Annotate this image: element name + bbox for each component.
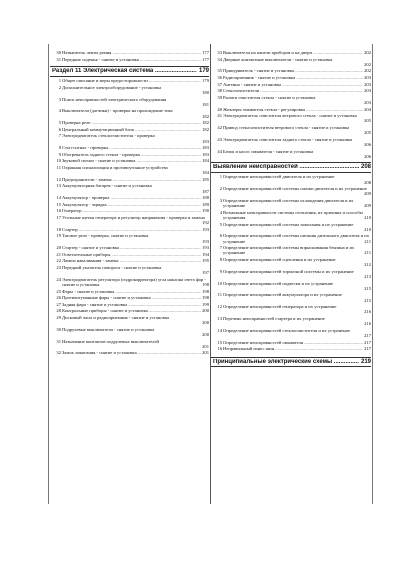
entry-number: 4 [58, 108, 61, 114]
entry-number: 12 [217, 304, 222, 310]
entry-number: 1 [58, 78, 61, 84]
entry-page-number: 217 [364, 339, 371, 345]
entry-title: Неправильный износ шин ..... [223, 346, 371, 351]
entry-number: 3 [58, 96, 61, 102]
entry-page-number: 210 [364, 214, 371, 220]
entry-number: 12 [56, 176, 61, 182]
entry-title: Определение неисправностей стеклоочистителя и их устранение [223, 327, 351, 333]
entry-page-number: 202 [364, 61, 371, 67]
section-title: Раздел 11 Электрическая система ..... [52, 68, 197, 75]
entry-number: 34 [217, 56, 222, 62]
entry-title: Передний указатель поворота - снятие и установка [62, 265, 162, 270]
entry-number: 39 [217, 94, 222, 100]
entry-number: 43 [217, 136, 222, 142]
entry-number: 3 [219, 198, 222, 203]
entry-title: Определение неисправностей системы зажигания и их устранение [223, 221, 354, 227]
entry-page-number: 205 [364, 118, 371, 124]
entry-title: Аккумулятор - проверка ..... [62, 195, 209, 200]
entry-number: 7 [219, 245, 222, 251]
entry-page-number: 203 [364, 81, 371, 87]
entry-title: Определение неисправностей аккумулятора и их устранение [223, 292, 342, 298]
entry-number: 8 [219, 257, 222, 262]
entry-number: 7 [58, 133, 61, 139]
entry-page-number: 203 [364, 88, 371, 94]
entry-number: 6 [219, 233, 222, 239]
entry-page-number: 187 [202, 188, 209, 194]
footer-top-rule [211, 357, 371, 358]
entry-page-number: 193 [202, 238, 209, 244]
entry-title: Выключатели (датчики) - проверка на прохождение тока [62, 108, 173, 114]
entry-page-number: 203 [364, 75, 371, 80]
entry-number: 13 [217, 316, 222, 321]
entry-page-number: 189 [202, 201, 209, 207]
entry-number: 31 [56, 56, 61, 62]
entry-page-number: 217 [364, 332, 371, 338]
entry-number: 6 [58, 126, 61, 132]
entry-title: Возможные неисправности системы отопления, их причины и способы устранения [223, 209, 363, 220]
entry-number: 16 [56, 208, 61, 214]
entry-title: Определение неисправностей омывателя ..... [223, 340, 371, 345]
entry-number: 19 [56, 233, 61, 239]
entry-number: 15 [56, 201, 61, 207]
entry-title: Проверка реле ..... [62, 120, 209, 125]
entry-title: Определение неисправностей тормозной системы и их устранение [223, 268, 354, 274]
entry-number: 10 [56, 158, 61, 164]
entry-number: 23 [56, 265, 61, 270]
entry-page-number: 182 [202, 120, 209, 126]
entry-number: 20 [56, 245, 61, 251]
entry-number: 18 [56, 226, 61, 232]
entry-page-number: 216 [364, 321, 371, 327]
entry-number: 24 [56, 276, 61, 282]
entry-title: Антенна - снятие и установка ..... [223, 82, 371, 87]
entry-page-number: 183 [202, 151, 209, 157]
entry-page-number: 200 [202, 320, 209, 326]
entry-page-number: 180 [202, 89, 209, 95]
entry-page-number: 185 [202, 176, 209, 182]
entry-title: Тяговое реле - проверка, снятие и установка [62, 233, 149, 239]
entry-page-number: 206 [364, 141, 371, 147]
entry-title: Определение неисправностей двигателя и их устранение [223, 174, 335, 180]
entry-page-number: 195 [202, 258, 209, 264]
entry-number: 29 [56, 315, 61, 320]
entry-number: 8 [58, 145, 61, 151]
section-page-number: 179 [198, 68, 209, 75]
entry-page-number: 200 [202, 308, 209, 314]
entry-title: Электродвигатель очистителя заднего стекла - снятие и установка [223, 136, 353, 142]
entry-title: Лампы накаливания - замена ..... [62, 258, 209, 263]
entry-number: 26 [56, 295, 61, 301]
entry-page-number: 179 [202, 78, 209, 84]
entry-page-number: 201 [202, 343, 209, 349]
entry-page-number: 192 [202, 220, 209, 226]
entry-title: Определение неисправностей сцепления и их устранение [223, 257, 336, 262]
entry-number: 32 [56, 350, 61, 356]
entry-number: 11 [217, 292, 222, 298]
entry-title: Угольные щетки генератора и регулятор напряжения - проверка и замена [62, 215, 205, 220]
entry-number: 11 [56, 165, 61, 170]
entry-page-number: 198 [202, 295, 209, 301]
entry-title: Дополнительное электрооборудование - установка [62, 84, 162, 90]
entry-number: 2 [58, 84, 61, 90]
entry-number: 5 [58, 120, 61, 126]
entry-number: 30 [56, 50, 61, 55]
entry-page-number: 181 [202, 101, 209, 107]
entry-number: 10 [217, 280, 222, 286]
entry-page-number: 193 [202, 226, 209, 232]
entry-page-number: 206 [364, 153, 371, 159]
entry-title: Назначение контактов подрулевых выключателей [62, 338, 159, 344]
entry-title: Определение неисправностей генератора и их устранение [223, 304, 337, 310]
entry-number: 41 [217, 113, 222, 119]
entry-number: 21 [56, 251, 61, 257]
entry-number: 25 [56, 288, 61, 294]
entry-number: 14 [217, 327, 222, 333]
entry-number: 4 [219, 209, 222, 215]
entry-title: Привод стеклоочистителя ветрового стекла - снятие и установка [223, 125, 350, 130]
column-divider [210, 44, 211, 504]
entry-page-number: 211 [364, 250, 371, 256]
entry-title: Стоп-сигнал - проверка ..... [62, 145, 209, 150]
entry-title: Замок зажигания - снятие и установка ..... [62, 350, 209, 355]
entry-title: Жиклеры омывателя стекла - регулировка ..... [223, 107, 371, 112]
entry-title: Генератор ..... [62, 208, 209, 213]
entry-page-number: 217 [364, 346, 371, 352]
entry-title: Аккумулятор - зарядка ..... [62, 202, 209, 207]
section-page-number: 208 [360, 164, 371, 171]
entry-page-number: 215 [364, 297, 371, 303]
entry-title: Поиск неисправностей электрического оборудования [62, 96, 167, 102]
entry-page-number: 183 [202, 138, 209, 144]
entry-page-number: 199 [202, 301, 209, 307]
entry-page-number: 184 [202, 158, 209, 164]
entry-page-number: 177 [202, 50, 209, 55]
entry-title: Дисковый часы и радиоприемник - снятие и установка [62, 315, 170, 320]
entry-page-number: 203 [364, 99, 371, 105]
entry-number: 13 [56, 183, 61, 189]
entry-page-number: 213 [364, 273, 371, 279]
entry-page-number: 194 [202, 251, 209, 257]
entry-page-number: 205 [364, 130, 371, 136]
entry-title: Электродвигатель стеклоочистителя - проверка [62, 133, 155, 139]
entry-number: 31 [56, 338, 61, 344]
entry-title: Звуковой сигнал - снятие и установка ..... [62, 158, 209, 163]
entry-page-number: 183 [202, 145, 209, 151]
entry-number: 2 [219, 186, 222, 192]
entry-page-number: 216 [364, 309, 371, 315]
entry-page-number: 182 [202, 113, 209, 119]
entry-title: Перечень неисправностей стартера и их устранение [223, 316, 325, 321]
entry-page-number: 215 [364, 285, 371, 291]
left-margin-rule [48, 44, 49, 504]
entry-title: Стеклоочистители ..... [223, 88, 371, 93]
section-title: Принципиальные электрические схемы ..... [213, 359, 359, 366]
entry-title: Противотуманные фары - снятие и установка ..... [62, 295, 209, 300]
entry-number: 44 [217, 148, 222, 154]
entry-title: Натяжитель ленты ремня ..... [62, 50, 209, 55]
right-margin-rule [372, 44, 373, 504]
entry-page-number: 198 [202, 281, 209, 287]
entry-title: Подрулевые выключатели - снятие и установка [62, 326, 155, 332]
entry-title: Задняя фара - снятие и установка ..... [62, 302, 209, 307]
entry-page-number: 210 [364, 226, 371, 232]
entry-number: 9 [219, 268, 222, 274]
entry-title: Электродвигатель регулятора (гидрокорректора) угла наклона света фар - снятие и установка [62, 276, 206, 287]
entry-title: Общее описание и меры предосторожности ..... [62, 78, 209, 83]
entry-title: Определение неисправностей системы охлаждения двигателя и их устранение [223, 198, 354, 209]
entry-number: 28 [56, 308, 61, 314]
entry-title: Прикуриватель - снятие и установка ..... [223, 68, 371, 73]
section-top-rule [50, 66, 209, 67]
entry-title: Центральный коммутационный блок ..... [62, 127, 209, 132]
entry-page-number: 198 [202, 288, 209, 294]
section-page-number: 219 [360, 358, 371, 365]
entry-page-number: 202 [364, 50, 371, 55]
entry-number: 36 [217, 75, 222, 80]
entry-title: Контрольные приборы - снятие и установка ..... [62, 308, 209, 313]
entry-title: Электродвигатель очистителя ветрового стекла - снятие и установка [223, 113, 357, 119]
entry-number: 22 [56, 258, 61, 264]
entry-title: Осветительные приборы ..... [62, 252, 209, 257]
entry-title: Определение неисправностей системы впрыскивания бензина и их устранение [223, 245, 355, 256]
entry-title: Обогреватель заднего стекла - проверка ..... [62, 152, 209, 157]
section-bottom-rule [211, 172, 371, 173]
entry-title: Передние сиденья - снятие и установка ..... [62, 57, 209, 62]
entry-title: Определение неисправностей системы смазки двигателя и их устранение [223, 186, 367, 192]
section-top-rule [211, 162, 371, 163]
entry-title: Определение неисправностей подвески и их устранение [223, 280, 334, 286]
entry-title: Дверные контактные выключатели - снятие и установка [223, 56, 333, 62]
entry-number: 33 [217, 50, 222, 55]
entry-number: 37 [217, 81, 222, 87]
entry-number: 15 [217, 339, 222, 345]
entry-page-number: 193 [202, 245, 209, 251]
entry-title: Выключатели на панели приборов и на двери ..... [223, 50, 371, 55]
entry-page-number: 212 [364, 262, 371, 268]
entry-number: 27 [56, 301, 61, 307]
entry-title: Предохранители - замена ..... [62, 177, 209, 182]
entry-page-number: 208 [364, 179, 371, 185]
entry-page-number: 204 [364, 106, 371, 112]
footer-bottom-rule [211, 366, 371, 367]
entry-title: Фары - снятие и установка ..... [62, 289, 209, 294]
entry-number: 16 [217, 346, 222, 352]
entry-page-number: 197 [202, 270, 209, 276]
entry-number: 5 [219, 221, 222, 227]
entry-page-number: 211 [364, 238, 371, 244]
section-bottom-rule [50, 76, 209, 77]
entry-title: Рычаги очистителя стекла - снятие и установка [223, 94, 316, 100]
entry-number: 14 [56, 195, 61, 201]
entry-number: 35 [217, 68, 222, 74]
entry-title: Стартер - снятие и установка ..... [62, 245, 209, 250]
entry-page-number: 184 [202, 170, 209, 176]
entry-page-number: 201 [202, 350, 209, 356]
entry-title: Аккумуляторная батарея - снятие и установка [62, 183, 152, 189]
entry-page-number: 188 [202, 195, 209, 201]
entry-number: 1 [219, 174, 222, 180]
section-title: Выявление неисправностей ..... [213, 164, 359, 171]
entry-number: 40 [217, 106, 222, 112]
entry-number: 9 [58, 151, 61, 157]
entry-page-number: 190 [202, 208, 209, 214]
entry-number: 42 [217, 125, 222, 130]
entry-page-number: 200 [202, 331, 209, 337]
entry-title: Бачок и насос омывателя - снятие и установка [223, 148, 314, 154]
entry-number: 38 [217, 88, 222, 94]
entry-title: Охранная сигнализация и противоугонное устройство [62, 165, 168, 170]
entry-number: 30 [56, 326, 61, 332]
entry-page-number: 182 [202, 126, 209, 132]
entry-title: Радиоприемник - снятие и установка ..... [223, 75, 371, 80]
entry-number: 17 [56, 215, 61, 220]
entry-page-number: 209 [364, 191, 371, 197]
entry-title: Стартер ..... [62, 227, 209, 232]
entry-page-number: 202 [364, 68, 371, 74]
entry-page-number: 177 [202, 56, 209, 62]
entry-page-number: 209 [364, 203, 371, 209]
entry-title: Определение неисправностей системы питания дизельного двигателя и их устранение [223, 233, 370, 244]
